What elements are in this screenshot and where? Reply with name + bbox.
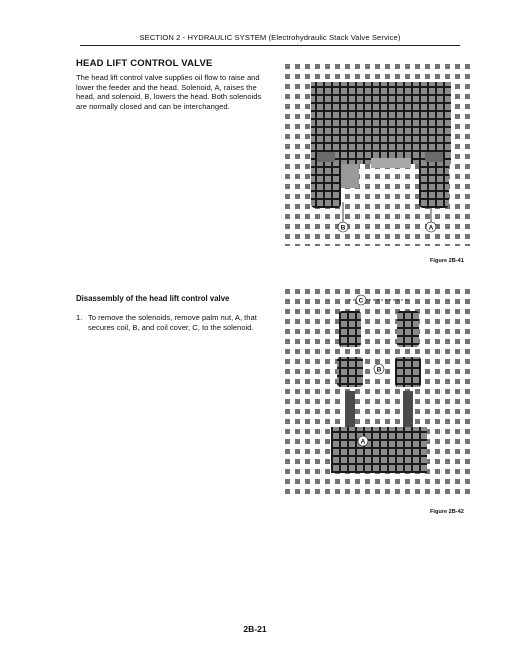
page-number: 2B-21 <box>243 624 267 634</box>
procedure-step <box>76 313 272 332</box>
header-rule <box>80 45 460 46</box>
figure2-callout-b: B <box>376 366 382 374</box>
figure1-callout-a: A <box>428 224 434 232</box>
running-header: SECTION 2 - HYDRAULIC SYSTEM (Electrohydraulic Stack Valve Service) <box>139 33 401 42</box>
figure2-callout-c: C <box>358 297 364 305</box>
section-paragraph: The head lift control valve supplies oil flow to raise and lower the feeder and the head. Solenoid, A, raises the head, and solenoid, B, lowers the head. Both solenoids are normally closed and can be interchanged. <box>76 73 262 111</box>
step-text: To remove the solenoids, remove palm nut, A, that secures coil, B, and coil cover, C, to the solenoid. <box>88 313 257 332</box>
step-number: 1. <box>76 313 83 322</box>
section-title: HEAD LIFT CONTROL VALVE <box>76 58 213 69</box>
subsection-title: Disassembly of the head lift control valve <box>76 294 230 303</box>
figure1-callout-b: B <box>340 224 346 232</box>
figure-2b-42-caption: Figure 2B-42 <box>430 509 464 515</box>
figure-2b-42-photo <box>283 287 475 499</box>
figure-2b-41-caption: Figure 2B-41 <box>430 258 464 264</box>
figure2-callout-a: A <box>360 438 366 446</box>
figure-2b-41-photo <box>283 62 475 246</box>
